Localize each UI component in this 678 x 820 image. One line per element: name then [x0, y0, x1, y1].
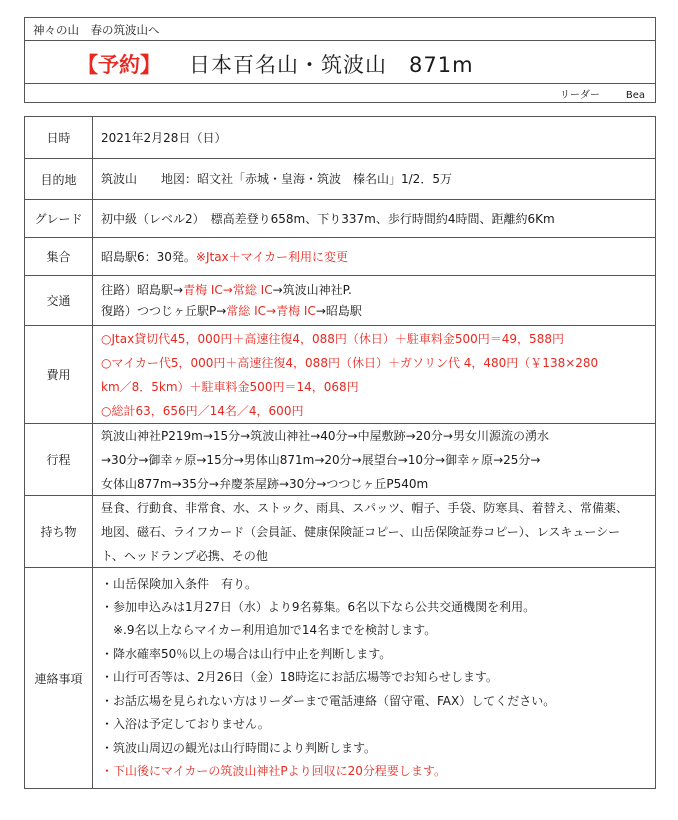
info-table	[24, 116, 656, 789]
reservation-tag: 【予約】	[77, 53, 161, 77]
row-cost	[25, 326, 655, 424]
row-transport	[25, 276, 655, 326]
transport-outbound: 往路）昭島駅→青梅 IC→常総 IC→筑波山神社P.	[101, 282, 352, 297]
subtitle: 神々の山 春の筑波山へ	[33, 23, 160, 37]
itinerary-line: 女体山877m→35分→弁慶茶屋跡→30分→つつじヶ丘P540m	[101, 476, 429, 491]
row-value	[101, 424, 649, 495]
note-line: ※.9名以上ならマイカー利用追加で14名までを検討します。	[101, 623, 437, 638]
row-value	[101, 200, 649, 237]
page-title: 日本百名山・筑波山 871m	[189, 53, 474, 77]
row-grade	[25, 200, 655, 238]
note-line: ・山岳保険加入条件 有り。	[101, 576, 258, 591]
meeting-change-note: ※Jtax＋マイカー利用に変更	[195, 249, 349, 264]
transport-return: 復路）つつじヶ丘駅P→常総 IC→青梅 IC→昭島駅	[101, 303, 362, 318]
itinerary-line: →30分→御幸ヶ原→15分→男体山871m→20分→展望台→10分→御幸ヶ原→25分→	[101, 452, 541, 467]
divider	[25, 83, 655, 84]
title-row	[25, 41, 655, 83]
row-itinerary	[25, 424, 655, 496]
row-label: 連絡事項	[25, 568, 93, 788]
leader-name: Bea	[625, 90, 645, 101]
row-label: グレード	[25, 200, 93, 237]
cost-line: km／8．5km）＋駐車料金500円＝14，068円	[101, 379, 359, 394]
grade-value: 初中級（レベル2） 標高差登り658m、下り337m、歩行時間約4時間、距離約6Km	[101, 211, 555, 226]
gear-line: ト、ヘッドランプ必携、その他	[101, 548, 268, 563]
row-value	[101, 326, 649, 423]
note-line: ・降水確率50％以上の場合は山行中止を判断します。	[101, 646, 392, 661]
meeting-value: 昭島駅6：30発。	[101, 249, 196, 264]
row-label: 日時	[25, 117, 93, 158]
note-line: ・山行可否等は、2月26日（金）18時迄にお話広場等でお知らせします。	[101, 670, 498, 685]
row-label: 持ち物	[25, 496, 93, 567]
row-meeting	[25, 238, 655, 276]
row-label: 費用	[25, 326, 93, 423]
row-label: 集合	[25, 238, 93, 275]
note-line: ・入浴は予定しておりません。	[101, 717, 270, 732]
row-label: 交通	[25, 276, 93, 325]
row-value	[101, 276, 649, 325]
destination-value: 筑波山 地図：昭文社「赤城・皇海・筑波 榛名山」1/2．5万	[101, 172, 452, 186]
itinerary-line: 筑波山神社P219m→15分→筑波山神社→40分→中屋敷跡→20分→男女川源流の湧水	[101, 428, 549, 443]
cost-line: ○マイカー代5，000円＋高速往復4，088円（休日）＋ガソリン代 4，480円（￥138×280	[101, 355, 599, 370]
leader-label: リーダー	[559, 90, 600, 101]
row-value	[101, 496, 649, 567]
row-destination	[25, 159, 655, 200]
note-line: ・お話広場を見られない方はリーダーまで電話連絡（留守電、FAX）してください。	[101, 693, 556, 708]
row-date	[25, 117, 655, 159]
row-gear	[25, 496, 655, 568]
date-value: 2021年2月28日（日）	[101, 130, 227, 145]
row-notes	[25, 568, 655, 788]
row-label: 目的地	[25, 159, 93, 199]
gear-line: 地図、磁石、ライフカード（会員証、健康保険証コピー、山岳保険証券コピー）、レスキューシー	[101, 524, 621, 539]
note-line: ・筑波山周辺の観光は山行時間により判断します。	[101, 740, 377, 755]
note-line-red: ・下山後にマイカーの筑波山神社Pより回収に20分程要します。	[101, 763, 446, 778]
row-value	[101, 159, 649, 199]
gear-line: 昼食、行動食、非常食、水、ストック、雨具、スパッツ、帽子、手袋、防寒具、着替え、常備薬、	[101, 500, 629, 515]
row-value	[101, 117, 649, 158]
row-value	[101, 238, 649, 275]
note-line: ・参加申込みは1月27日（水）より9名募集。6名以下なら公共交通機関を利用。	[101, 600, 536, 615]
row-label: 行程	[25, 424, 93, 495]
cost-line: ○総計63，656円／14名／4，600円	[101, 403, 304, 418]
leader-info	[560, 86, 645, 101]
cost-line: ○Jtax貸切代45，000円＋高速往復4，088円（休日）＋駐車料金500円＝49，588円	[101, 331, 564, 346]
row-value	[101, 568, 649, 788]
header-box	[24, 17, 656, 103]
